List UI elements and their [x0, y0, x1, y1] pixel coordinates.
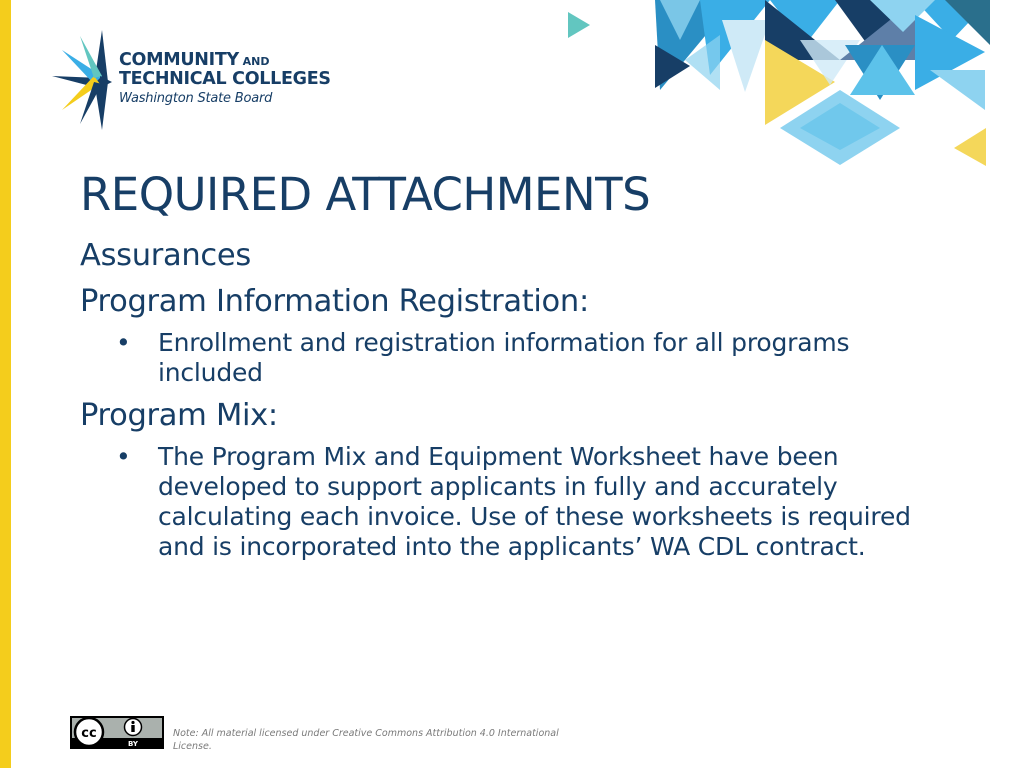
svg-text:cc: cc [81, 726, 97, 741]
bullet-symbol: • [116, 328, 131, 357]
star-burst-icon [50, 28, 114, 132]
bullet-item-enrollment [80, 328, 940, 388]
bullet-text: The Program Mix and Equipment Worksheet have been developed to support applicants in fully and accurately calculating each invoice. Use of these worksheets is required and is incorporated into the applicants’ WA CDL contract. [158, 442, 911, 561]
cc-badge-text: BY [127, 740, 139, 748]
bullet-item-program-mix [80, 442, 940, 562]
creative-commons-badge-icon [70, 716, 164, 749]
heading-assurances: Assurances [80, 238, 251, 273]
logo-line-1: COMMUNITY AND [119, 50, 270, 70]
logo-and-text: AND [238, 55, 270, 68]
organization-logo [50, 28, 350, 132]
license-note: Note: All material licensed under Creative Commons Attribution 4.0 International License. [173, 728, 559, 752]
bullet-symbol: • [116, 442, 131, 471]
logo-line-3: Washington State Board [119, 91, 273, 106]
bullet-text: Enrollment and registration information for all programs included [158, 328, 850, 387]
heading-program-mix: Program Mix: [80, 398, 278, 433]
slide-title: REQUIRED ATTACHMENTS [80, 168, 651, 221]
slide-content [80, 236, 940, 570]
logo-line-2: TECHNICAL COLLEGES [119, 69, 331, 89]
heading-program-information-registration: Program Information Registration: [80, 284, 589, 319]
